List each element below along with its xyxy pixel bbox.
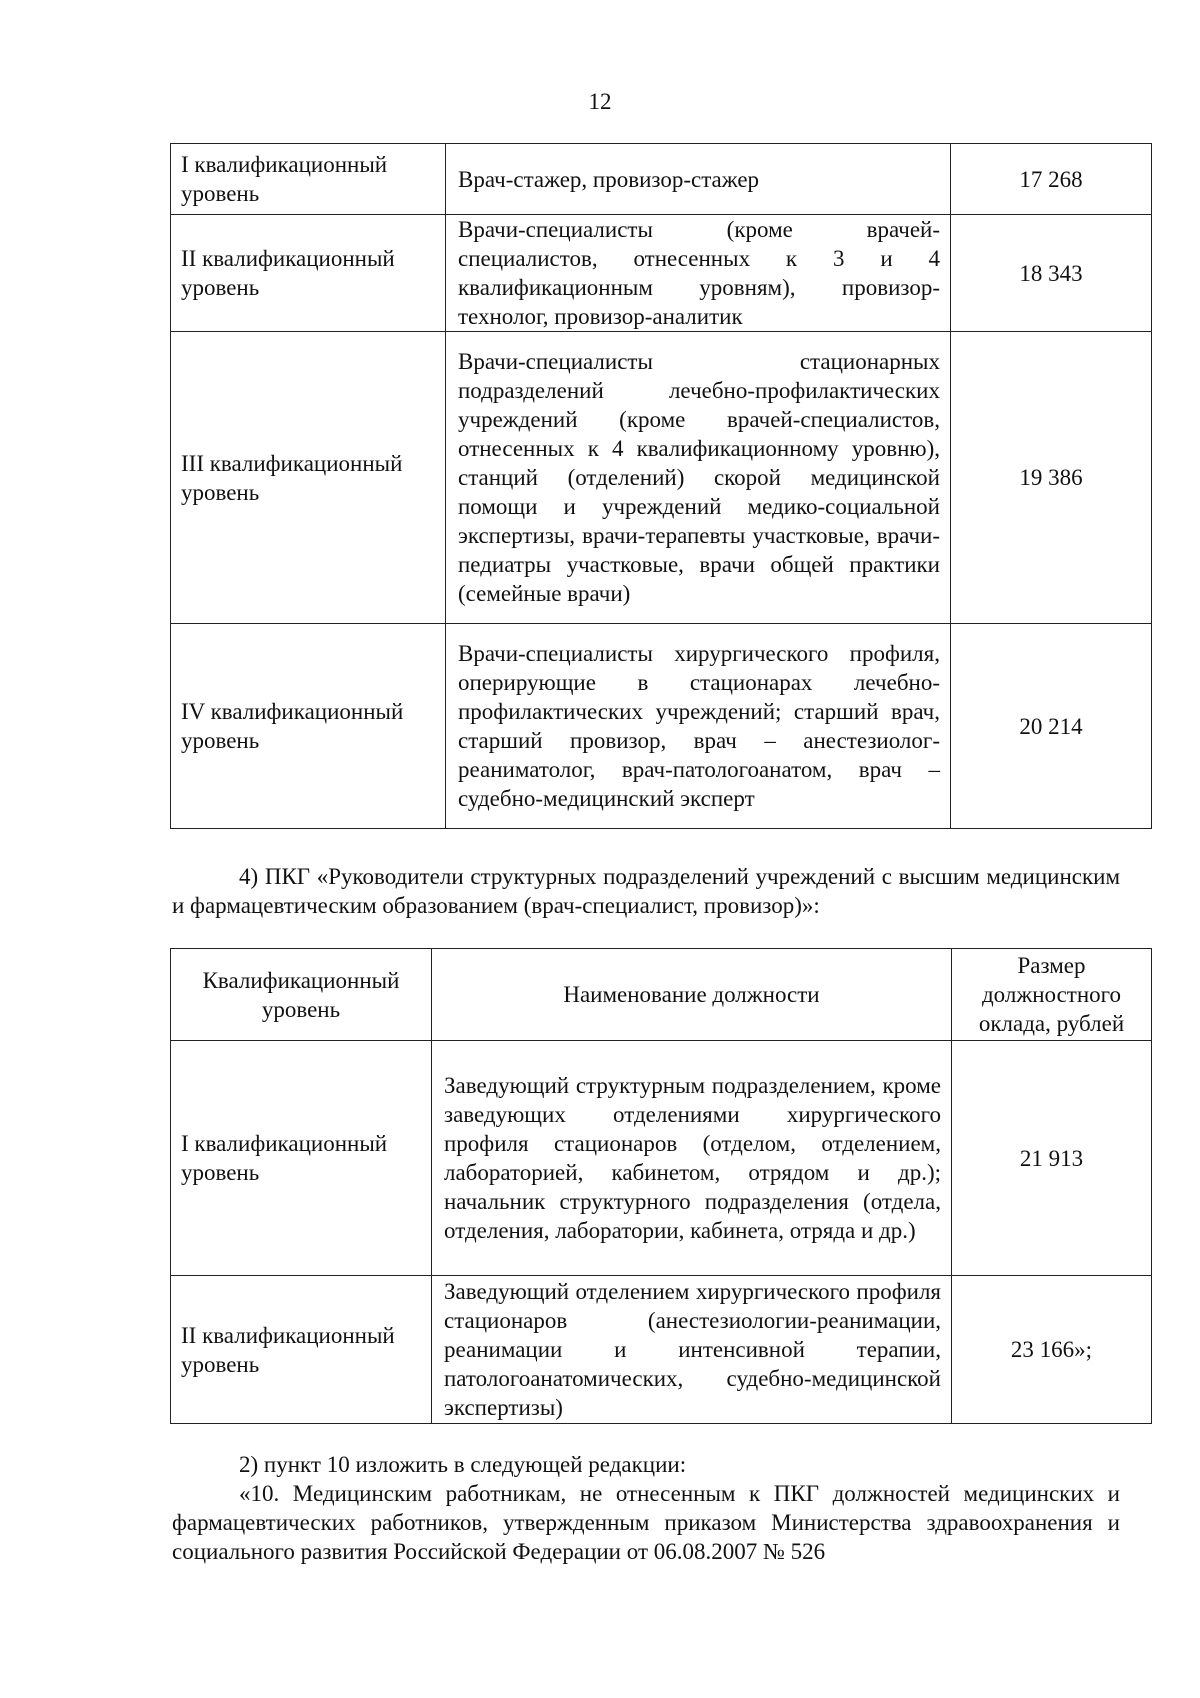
- salary-cell: 21 913: [952, 1041, 1152, 1276]
- position-cell: Заведующий структурным подразделением, кроме заведующих отделениями хирургического профиля стационаров (отделом, отделением, лабораторией, кабинетом, отрядом и др.); начальник структурного подразделения (отдела, отделения, лаборатории, кабинета, отряда и др.): [432, 1041, 952, 1276]
- qualification-table-pkg3: [170, 143, 1152, 829]
- table-row: [171, 1276, 1152, 1424]
- paragraph-item2: 2) пункт 10 изложить в следующей редакции:: [239, 1452, 687, 1477]
- table-header-row: [171, 949, 1152, 1041]
- level-cell: II квалификационный уровень: [171, 215, 446, 332]
- table-row: [171, 144, 1152, 215]
- paragraph-item10: «10. Медицинским работникам, не отнесенным к ПКГ должностей медицинских и фармацевтических работников, утвержденным приказом Министерства здравоохранения и социального развития Российской Федерации от 06.08.2007 № 526: [172, 1481, 1120, 1564]
- level-cell: III квалификационный уровень: [171, 332, 446, 624]
- level-cell: II квалификационный уровень: [171, 1276, 432, 1424]
- paragraph-pkg4: 4) ПКГ «Руководители структурных подразделений учреждений с высшим медицинским и фармацевтическим образованием (врач-специалист, провизор)»:: [172, 864, 1120, 918]
- position-cell: Врачи-специалисты стационарных подразделений лечебно-профилактических учреждений (кроме врачей-специалистов, отнесенных к 4 квалификационному уровню), станций (отделений) скорой медицинской помощи и учреждений медико-социальной экспертизы, врачи-терапевты участковые, врачи-педиатры участковые, врачи общей практики (семейные врачи): [446, 332, 951, 624]
- header-level: Квалификационный уровень: [171, 949, 432, 1041]
- level-cell: I квалификационный уровень: [171, 1041, 432, 1276]
- table-row: [171, 332, 1152, 624]
- header-position: Наименование должности: [432, 949, 952, 1041]
- table-row: [171, 215, 1152, 332]
- page-number: 12: [588, 89, 612, 114]
- table-row: [171, 624, 1152, 829]
- qualification-table-pkg4: [170, 948, 1152, 1424]
- position-cell: Врач-стажер, провизор-стажер: [446, 144, 951, 215]
- table-row: [171, 1041, 1152, 1276]
- salary-cell: 23 166»;: [952, 1276, 1152, 1424]
- header-salary: Размер должностного оклада, рублей: [952, 949, 1152, 1041]
- salary-cell: 18 343: [951, 215, 1152, 332]
- salary-cell: 17 268: [951, 144, 1152, 215]
- salary-cell: 19 386: [951, 332, 1152, 624]
- position-cell: Врачи-специалисты хирургического профиля, оперирующие в стационарах лечебно-профилактических учреждений; старший врач, старший провизор, врач – анестезиолог-реаниматолог, врач-патологоанатом, врач – судебно-медицинский эксперт: [446, 624, 951, 829]
- position-cell: Заведующий отделением хирургического профиля стационаров (анестезиологии-реанимации, реанимации и интенсивной терапии, патологоанатомических, судебно-медицинской экспертизы): [432, 1276, 952, 1424]
- level-cell: IV квалификационный уровень: [171, 624, 446, 829]
- level-cell: I квалификационный уровень: [171, 144, 446, 215]
- salary-cell: 20 214: [951, 624, 1152, 829]
- position-cell: Врачи-специалисты (кроме врачей-специалистов, отнесенных к 3 и 4 квалификационным уровням), провизор-технолог, провизор-аналитик: [446, 215, 951, 332]
